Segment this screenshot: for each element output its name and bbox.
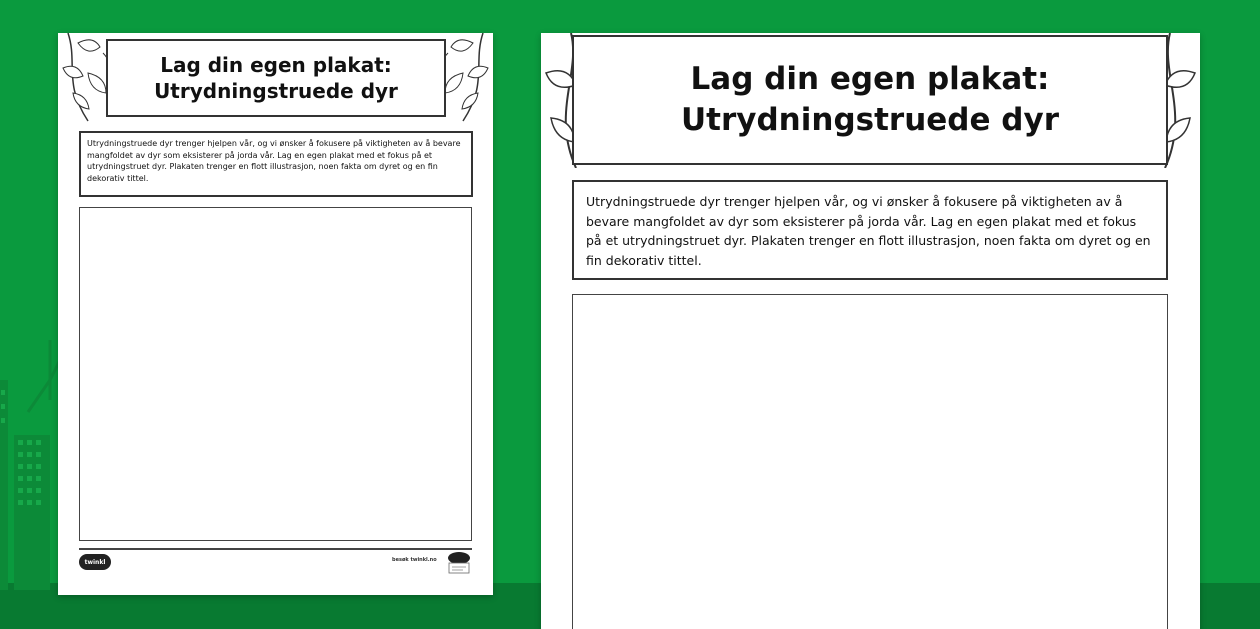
worksheet-page-small <box>58 33 493 595</box>
title-line-1: Lag din egen plakat: <box>690 61 1050 97</box>
poster-drawing-area <box>572 294 1168 629</box>
intro-text: Utrydningstruede dyr trenger hjelpen vår, og vi ønsker å fokusere på viktigheten av å bevare mangfoldet av dyr som eksisterer på jorda vår. Lag en egen plakat med et fokus på et utrydningstruet dyr. Plakaten trenger en flott illustrasjon, noen fakta om dyret og en fin dekorativ tittel. <box>79 131 473 197</box>
intro-text: Utrydningstruede dyr trenger hjelpen vår, og vi ønsker å fokusere på viktigheten av å bevare mangfoldet av dyr som eksisterer på jorda vår. Lag en egen plakat med et fokus på et utrydningstruet dyr. Plakaten trenger en flott illustrasjon, noen fakta om dyret og en fin dekorativ tittel. <box>572 180 1168 280</box>
city-silhouette-icon <box>0 340 60 590</box>
quality-seal-icon <box>446 550 472 576</box>
page-title <box>106 39 446 117</box>
title-line-1: Lag din egen plakat: <box>160 53 392 77</box>
title-line-2: Utrydningstruede dyr <box>681 102 1059 138</box>
title-line-2: Utrydningstruede dyr <box>154 79 398 103</box>
footer-divider <box>79 548 472 550</box>
footer-url: besøk twinkl.no <box>392 557 437 563</box>
page-title <box>572 35 1168 165</box>
twinkl-logo-icon: twinkl <box>79 554 111 570</box>
poster-drawing-area <box>79 207 472 541</box>
worksheet-page-large <box>541 33 1200 629</box>
